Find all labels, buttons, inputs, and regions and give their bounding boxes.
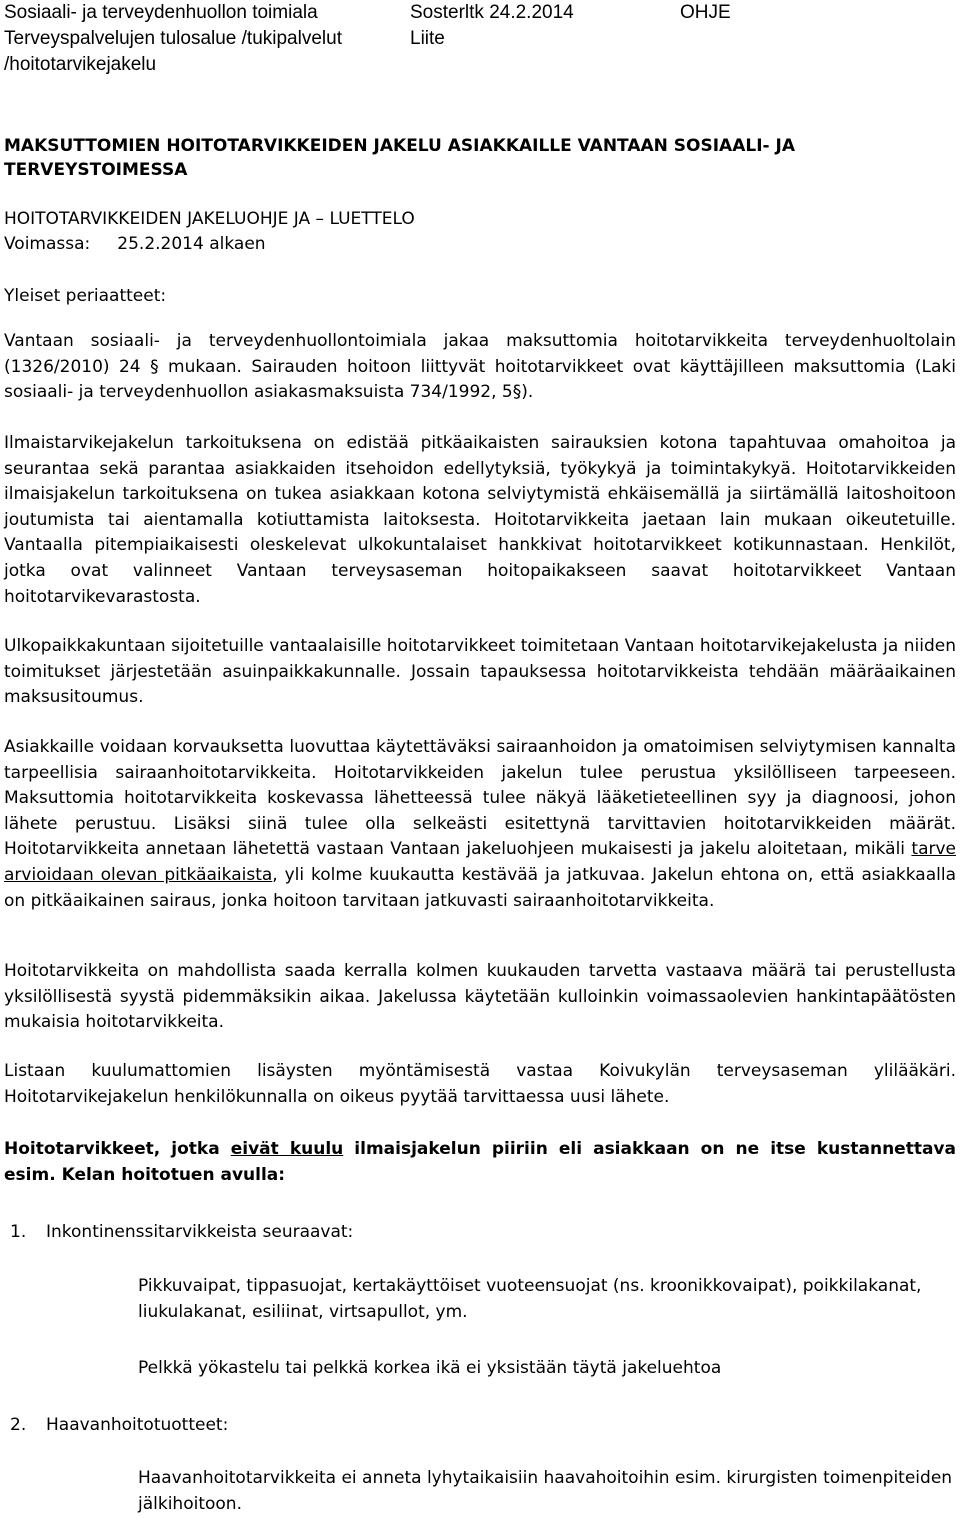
excluded-text-start: Hoitotarvikkeet, jotka (4, 1139, 231, 1159)
header-reference: Sosterltk 24.2.2014 (410, 2, 574, 23)
paragraph-purpose: Ilmaistarvikejakelun tarkoituksena on edistää pitkäaikaisten sairauksien kotona tapahtuvaa omahoitoa ja seurantaa sekä parantaa asiakkaiden itsehoidon edellytyksiä, työkykyä ja toimintakykyä. Hoitotarvikkeiden ilmaisjakelun tarkoituksena on tukea asiakkaan kotona selviytymistä ehkäisemällä ja siirtämällä laitoshoitoon joutumista tai aientamalla kotiuttamista laitoksesta. Hoitotarvikkeita jaetaan lain mukaan oikeutetuille. Vantaalla pitempiaikaisesti oleskelevat ulkokuntalaiset hankkivat hoitotarvikkeet kotikunnastaan. Henkilöt, jotka ovat valinneet Vantaan terveysaseman hoitopaikakseen saavat hoitotarvikkeet Vantaan hoitotarvikevarastosta. (4, 433, 956, 607)
general-principles-heading: Yleiset periaatteet: (4, 286, 167, 306)
header-attachment: Liite (410, 28, 445, 49)
list-item-1-detail-1: Pikkuvaipat, tippasuojat, kertakäyttöiset vuoteensuojat (ns. kroonikkovaipat), poikkilakanat, liukulakanat, esiliinat, virtsapullot, ym. (138, 1276, 922, 1322)
excluded-text-end: ilmaisjakelun piiriin eli asiakkaan on ne itse kustannettava esim. Kelan hoitotuen avulla: (4, 1139, 956, 1185)
eligibility-text-end: , yli kolme kuukautta kestävää ja jatkuvaa. Jakelun ehtona on, että asiakkaalla on pitkäaikainen sairaus, jonka hoitoon tarvitaan jatkuvasti sairaanhoitotarvikkeita. (4, 864, 956, 911)
list-item-2-number: 2. (10, 1415, 27, 1435)
header-subunit: /hoitotarvikejakelu (4, 54, 157, 75)
header-doc-type: OHJE (680, 2, 731, 23)
excluded-underlined: eivät kuulu (230, 1139, 344, 1159)
eligibility-underlined: tarve arvioidaan olevan pitkäaikaista (4, 839, 956, 885)
paragraph-legal-basis: Vantaan sosiaali- ja terveydenhuollontoimiala jakaa maksuttomia hoitotarvikkeita terveydenhuoltolain (1326/2010) 24 § mukaan. Sairauden hoitoon liittyvät hoitotarvikkeet ovat käyttäjilleen maksuttomia (Laki sosiaali- ja terveydenhuollon asiakasmaksuista 734/1992, 5§). (4, 331, 956, 403)
document-title-line1: MAKSUTTOMIEN HOITOTARVIKKEIDEN JAKELU ASIAKKAILLE VANTAAN SOSIAALI- JA (4, 136, 795, 156)
header-unit: Terveyspalvelujen tulosalue /tukipalvelut (4, 28, 342, 49)
eligibility-text-start: Asiakkaille voidaan korvauksetta luovuttaa käytettäväksi sairaanhoidon ja omatoimisen selviytymisen kannalta tarpeellisia sairaanhoitotarvikkeita. Hoitotarvikkeiden jakelun tulee perustua yksilölliseen tarpeeseen. Maksuttomia hoitotarvikkeita koskevassa lähetteessä tulee näkyä lääketieteellinen syy ja diagnoosi, johon lähete perustuu. Lisäksi siinä tulee olla selkeästi esitettynä tarvittavien hoitotarvikkeiden määrät. Hoitotarvikkeita annetaan lähetettä vastaan Vantaan jakeluohjeen mukaisesti ja jakelu aloitetaan, mikäli (4, 737, 956, 860)
paragraph-quantity: Hoitotarvikkeita on mahdollista saada kerralla kolmen kuukauden tarvetta vastaava määrä tai perustellusta yksilöllisestä syystä pidemmäksikin aikaa. Jakelussa käytetään kulloinkin voimassaolevien hankintapäätösten mukaisia hoitotarvikkeita. (4, 961, 956, 1033)
document-title-line2: TERVEYSTOIMESSA (4, 160, 188, 180)
header-org: Sosiaali- ja terveydenhuollon toimiala (4, 2, 318, 23)
list-item-1-label: Inkontinenssitarvikkeista seuraavat: (46, 1222, 354, 1242)
excluded-supplies-heading (4, 1137, 956, 1188)
document-subtitle: HOITOTARVIKKEIDEN JAKELUOHJE JA – LUETTELO (4, 209, 415, 229)
paragraph-eligibility (4, 735, 956, 914)
validity-date: Voimassa: 25.2.2014 alkaen (4, 234, 266, 254)
paragraph-additions: Listaan kuulumattomien lisäysten myöntämisestä vastaa Koivukylän terveysaseman ylilääkäri. Hoitotarvikejakelun henkilökunnalla on oikeus pyytää tarvittaessa uusi lähete. (4, 1061, 956, 1107)
list-item-1-detail-2: Pelkkä yökastelu tai pelkkä korkea ikä ei yksistään täytä jakeluehtoa (138, 1358, 722, 1378)
list-item-2-label: Haavanhoitotuotteet: (46, 1415, 229, 1435)
list-item-1-number: 1. (10, 1222, 27, 1242)
list-item-2-detail-1: Haavanhoitotarvikkeita ei anneta lyhytaikaisiin haavahoitoihin esim. kirurgisten toimenpiteiden jälkihoitoon. (138, 1468, 953, 1514)
paragraph-outside-municipality: Ulkopaikkakuntaan sijoitetuille vantaalaisille hoitotarvikkeet toimitetaan Vantaan hoitotarvikejakelusta ja niiden toimitukset järjestetään asuinpaikkakunnalle. Jossain tapauksessa hoitotarvikkeista tehdään määräaikainen maksusitoumus. (4, 636, 956, 708)
